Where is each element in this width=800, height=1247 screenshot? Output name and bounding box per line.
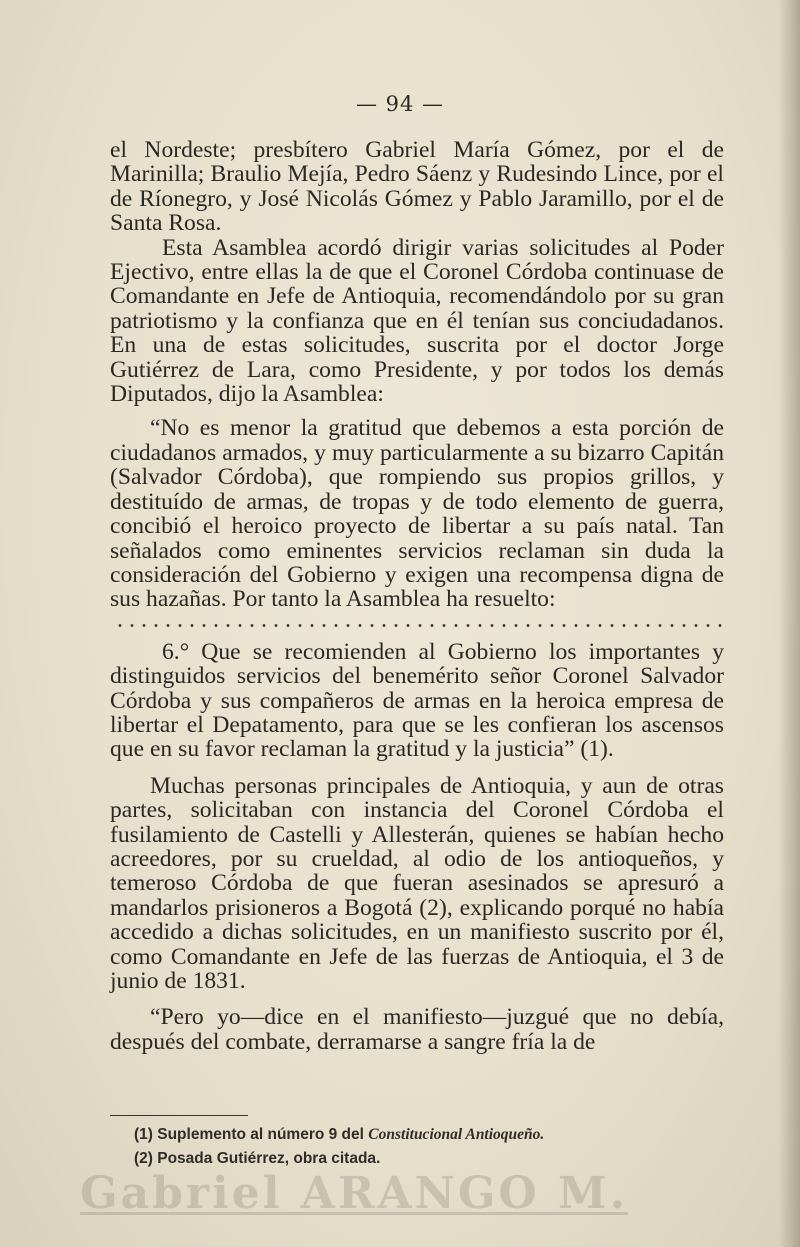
footnote-1 — [134, 1123, 544, 1147]
body-text — [110, 138, 724, 1054]
footnotes — [134, 1123, 544, 1171]
page-edge-shadow — [778, 0, 800, 1247]
footnote-2: (2) Posada Gutiérrez, obra citada. — [134, 1150, 381, 1167]
paragraph-1: el Nordeste; presbítero Gabriel María Gómez, por el de Marinilla; Braulio Mejía, Pedro Sáenz y Rudesindo Lince, por el de Ríonegro, y José Nicolás Gómez y Pablo Jaramillo, por el de Santa Rosa. — [110, 137, 724, 237]
paragraph-5: “Pero yo—dice en el manifiesto—juzgué que no debía, después del combate, derramarse a sangre fría la de — [110, 1004, 724, 1055]
ownership-stamp: Gabriel ARANGO M. — [80, 1168, 629, 1219]
page-number: — 94 — — [355, 92, 445, 116]
footnote-1-text: (1) Suplemento al número 9 del — [134, 1126, 364, 1143]
paragraph-2: Esta Asamblea acordó dirigir varias solicitudes al Poder Ejectivo, entre ellas la de que el Coronel Córdoba continuase de Comandante en Jefe de Antioquia, recomendándolo por su gran patriotismo y la confianza que en él tenían sus conciudadanos. En una de estas solicitudes, suscrita por el doctor Jorge Gutiérrez de Lara, como Presidente, y por todos los demás Diputados, dijo la Asamblea: — [110, 234, 724, 408]
paragraph-4: Muchas personas principales de Antioquia, y aun de otras partes, solicitaban con instancia del Coronel Córdoba el fusilamiento de Castelli y Allesterán, quienes se habían hecho acreedores, por su crueldad, al odio de los antioqueños, y temeroso Córdoba de que fueran asesinados se apresuró a mandarlos prisioneros a Bogotá (2), explicando porqué no había accedido a dichas solicitudes, en un manifiesto suscrito por él, como Comandante en Jefe de las fuerzas de Antioquia, el 3 de junio de 1831. — [110, 772, 724, 994]
paragraph-resolution: 6.° Que se recomienden al Gobierno los importantes y distinguidos servicios del benemérito señor Coronel Salvador Córdoba y sus compañeros de armas en la heroica empresa de libertar el Depatamento, para que se les confieran los ascensos que en su favor reclaman la gratitud y la justicia” (1). — [110, 638, 724, 763]
footnote-1-source: Constitucional Antioqueño. — [368, 1126, 545, 1143]
footnote-rule — [110, 1115, 248, 1116]
ellipsis-divider — [110, 612, 724, 640]
paragraph-quote: “No es menor la gratitud que debemos a esta porción de ciudadanos armados, y muy particularmente a su bizarro Capitán (Salvador Córdoba), que rompiendo sus propios grillos, y destituído de armas, de tropas y de todo elemento de guerra, concibió el heroico proyecto de libertar a su país natal. Tan señalados como eminentes servicios reclaman sin duda la consideración del Gobierno y exigen una recompensa digna de sus hazañas. Por tanto la Asamblea ha resuelto: — [110, 415, 724, 613]
